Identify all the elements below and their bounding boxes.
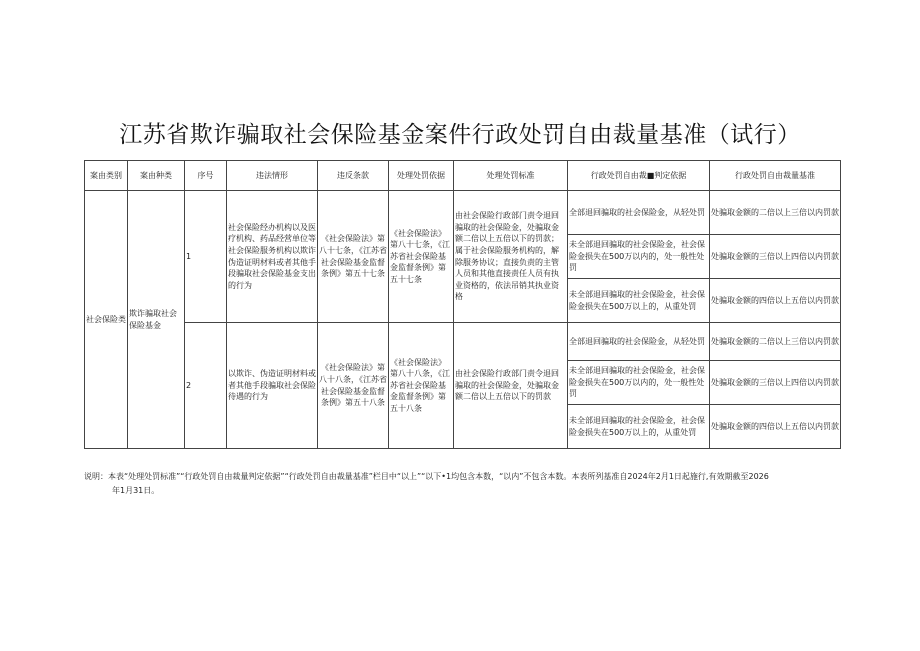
cell-discretion-standard: 处骗取金额的二倍以上三倍以内罚款 — [710, 191, 841, 235]
cell-seq: 1 — [185, 191, 227, 323]
table-row — [85, 323, 841, 361]
cell-discretion-standard: 处骗取金额的四倍以上五倍以内罚款 — [710, 405, 841, 449]
header-violation: 违法情形 — [227, 161, 318, 191]
cell-penalty-basis: 《社会保险法》第八十七条，《江苏省社会保险基金监督条例》第五十七条 — [389, 191, 454, 323]
cell-discretion-standard: 处骗取金额的四倍以上五倍以内罚款 — [710, 279, 841, 323]
cell-discretion-basis: 未全部退回骗取的社会保险金，社会保险金损失在500万以内的，处一般性处罚 — [568, 361, 710, 405]
header-discretion-standard: 行政处罚自由裁量基准 — [710, 161, 841, 191]
header-violated-clause: 违反条款 — [318, 161, 389, 191]
header-case-type: 案由种类 — [128, 161, 185, 191]
document-title: 江苏省欺诈骗取社会保险基金案件行政处罚自由裁量基准（试行） — [119, 122, 801, 148]
cell-violation: 社会保险经办机构以及医疗机构、药品经营单位等社会保险服务机构以欺诈伪造证明材料或者其他手段骗取社会保险基金支出的行为 — [227, 191, 318, 323]
cell-violated-clause: 《社会保险法》第八十八条，《江苏省社会保险基金监督条例》第五十八条 — [318, 323, 389, 449]
header-penalty-standard: 处理处罚标准 — [454, 161, 568, 191]
discretion-table — [84, 160, 841, 449]
cell-seq: 2 — [185, 323, 227, 449]
cell-case-type: 欺诈骗取社会保险基金 — [128, 191, 185, 449]
header-seq: 序号 — [185, 161, 227, 191]
cell-discretion-standard: 处骗取金额的三倍以上四倍以内罚款 — [710, 235, 841, 279]
cell-discretion-basis: 未全部退回骗取的社会保险金，社会保险金损失在500万以上的，从重处罚 — [568, 405, 710, 449]
cell-discretion-standard: 处骗取金额的二倍以上三倍以内罚款 — [710, 323, 841, 361]
footnote-line-2: 年1月31日。 — [112, 485, 160, 495]
cell-violation: 以欺诈、伪造证明材料或者其他手段骗取社会保险待遇的行为 — [227, 323, 318, 449]
cell-penalty-basis: 《社会保险法》第八十八条，《江苏省社会保险基金监督条例》第五十八条 — [389, 323, 454, 449]
cell-violated-clause: 《社会保险法》第八十七条，《江苏省社会保险基金监督条例》第五十七条 — [318, 191, 389, 323]
cell-discretion-basis: 全部退回骗取的社会保险金，从轻处罚 — [568, 323, 710, 361]
cell-discretion-basis: 未全部退回骗取的社会保险金，社会保险金损失在500万以上的，从重处罚 — [568, 279, 710, 323]
cell-penalty-standard: 由社会保险行政部门责令退回骗取的社会保险金，处骗取金额二倍以上五倍以下的罚款 — [454, 323, 568, 449]
cell-discretion-standard: 处骗取金额的三倍以上四倍以内罚款 — [710, 361, 841, 405]
header-case-category: 案由类别 — [85, 161, 128, 191]
cell-discretion-basis: 未全部退回骗取的社会保险金，社会保险金损失在500万以内的，处一般性处罚 — [568, 235, 710, 279]
footnote-line-1: 说明：本表“处理处罚标准”“行政处罚自由裁量判定依据”“行政处罚自由裁量基准”栏目中“以上”“以下•1均包含本数，“以内”不包含本数。本表所列基准自2024年2月1日起施行,有效期截至2026 — [84, 472, 769, 481]
footnote — [84, 470, 840, 497]
cell-penalty-standard: 由社会保险行政部门责令退回骗取的社会保险金，处骗取金额二倍以上五倍以下的罚款；属于社会保险服务机构的，解除服务协议；直接负责的主管人员和其他直接责任人员有执业资格的，依法吊销其执业资格 — [454, 191, 568, 323]
table-header-row — [85, 161, 841, 191]
header-discretion-basis: 行政处罚自由裁■判定依据 — [568, 161, 710, 191]
cell-discretion-basis: 全部退回骗取的社会保险金，从轻处罚 — [568, 191, 710, 235]
table-row — [85, 191, 841, 235]
header-penalty-basis: 处理处罚依据 — [389, 161, 454, 191]
cell-case-category: 社会保险类 — [85, 191, 128, 449]
